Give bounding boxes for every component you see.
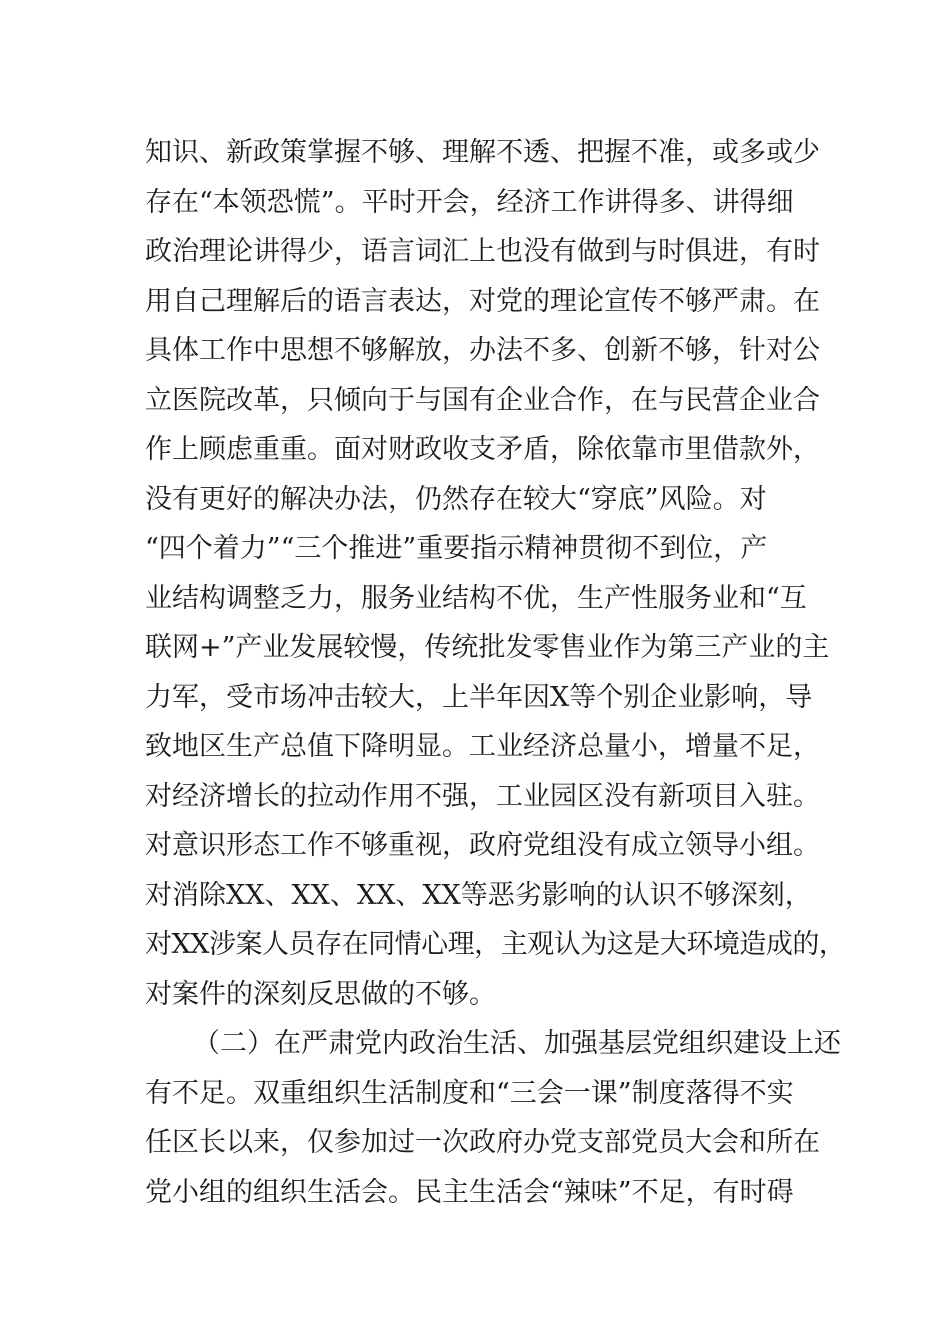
text-line: 任区长以来，仅参加过一次政府办党支部党员大会和所在 bbox=[145, 1127, 820, 1158]
text-line: 有不足。双重组织生活制度和“三会一课”制度落得不实 bbox=[145, 1077, 794, 1109]
text-line: 联网+”产业发展较慢，传统批发零售业作为第三产业的主 bbox=[145, 632, 830, 663]
text-line: 没有更好的解决办法，仍然存在较大“穿底”风险。对 bbox=[145, 483, 767, 515]
text-line: 对经济增长的拉动作用不强，工业园区没有新项目入驻。 bbox=[145, 780, 820, 812]
text-line: 作上顾虑重重。面对财政收支矛盾，除依靠市里借款外， bbox=[145, 434, 820, 465]
text-line: 对意识形态工作不够重视，政府党组没有成立领导小组。 bbox=[145, 830, 820, 861]
text-line: 立医院改革，只倾向于与国有企业合作，在与民营企业合 bbox=[145, 384, 820, 416]
text-line: 对消除XX、XX、XX、XX等恶劣影响的认识不够深刻， bbox=[145, 879, 812, 911]
text-line: 党小组的组织生活会。民主生活会“辣味”不足，有时碍 bbox=[145, 1176, 794, 1208]
text-line: 具体工作中思想不够解放，办法不多、创新不够，针对公 bbox=[145, 335, 820, 366]
text-line: （二）在严肃党内政治生活、加强基层党组织建设上还 bbox=[193, 1028, 841, 1059]
text-line: 对XX涉案人员存在同情心理，主观认为这是大环境造成的， bbox=[145, 929, 846, 960]
text-line: 政治理论讲得少，语言词汇上也没有做到与时俱进，有时 bbox=[145, 236, 820, 267]
text-line: 知识、新政策掌握不够、理解不透、把握不准，或多或少 bbox=[145, 137, 820, 168]
text-line: 力军，受市场冲击较大，上半年因X等个别企业影响，导 bbox=[145, 681, 813, 713]
text-line: 对案件的深刻反思做的不够。 bbox=[145, 978, 496, 1010]
text-line: “四个着力”“三个推进”重要指示精神贯彻不到位，产 bbox=[145, 533, 768, 564]
text-line: 致地区生产总值下降明显。工业经济总量小，增量不足， bbox=[145, 731, 820, 762]
text-line: 业结构调整乏力，服务业结构不优，生产性服务业和“互 bbox=[145, 582, 807, 614]
text-line: 用自己理解后的语言表达，对党的理论宣传不够严肃。在 bbox=[145, 285, 820, 317]
text-line: 存在“本领恐慌”。平时开会，经济工作讲得多、讲得细 bbox=[145, 186, 794, 218]
body-text bbox=[145, 128, 845, 1217]
